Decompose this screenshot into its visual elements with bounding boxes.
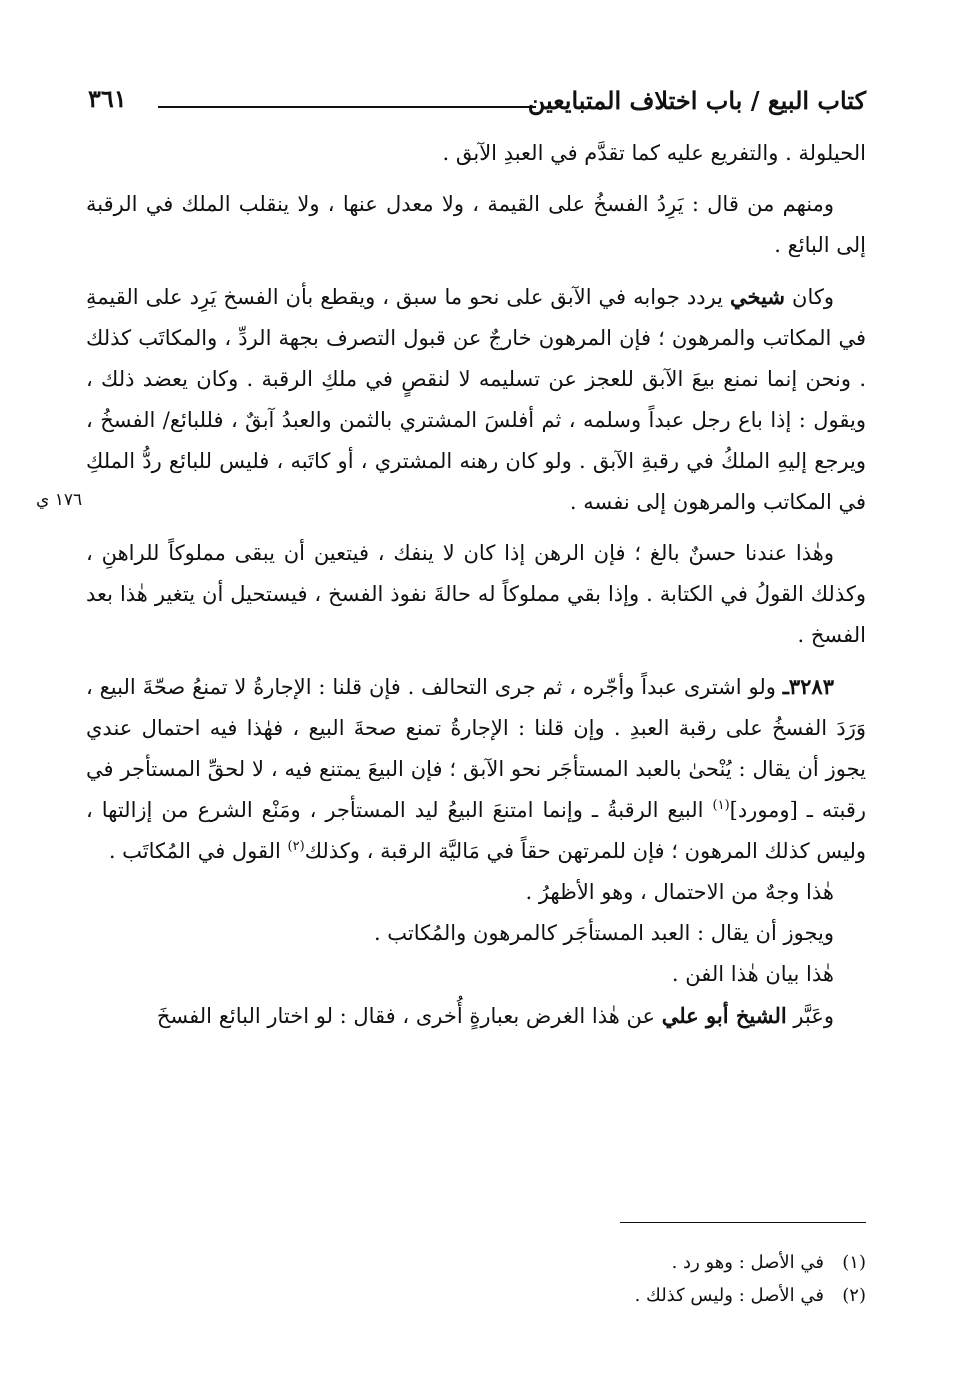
footnote-1 [86,1246,866,1279]
main-text [86,133,866,1037]
footnote-2-text: في الأصل : وليس كذلك . [634,1285,824,1306]
footnote-ref-1: (١) [712,798,730,813]
paragraph-2-rest: يردد جوابه في الآبق على نحو ما سبق ، ويقطع بأن الفسخ يَرِد على القيمةِ في المكاتب والمرهون ؛ فإن المرهون خارجٌ عن قبول التصرف بجهة الردِّ ، والمكاتَب كذلك . ونحن إنما نمنع بيعَ الآبق للعجز عن تسليمه لا لنقصٍ في ملكِ الرقبة . وكان يعضد ذلك ، ويقول : إذا باع رجل عبداً وسلمه ، ثم أفلسَ المشتري بالثمن والعبدُ آبقٌ ، فللبائع/ الفسخُ ، ويرجع إليهِ الملكُ في رقبةِ الآبق . ولو كان رهنه المشتري ، أو كاتَبه ، فليس للبائع ردُّ الملكِ في المكاتب والمرهون إلى نفسه . [86,285,866,514]
paragraph-0: الحيلولة . والتفريع عليه كما تقدَّم في العبدِ الآبق . [442,141,866,165]
footnote-2-number: (٢) [842,1285,866,1306]
paragraph-1: ومنهم من قال : يَرِدُ الفسخُ على القيمة ، ولا معدل عنها ، ولا ينقلب الملك في الرقبة إلى البائع . [86,192,866,257]
scholar-name-abu-ali: الشيخ أبو علي [661,1003,787,1028]
paragraph-2 [86,276,866,523]
margin-folio-note: ١٧٦ ي [36,490,83,510]
page-number: ٣٦١ [88,84,127,113]
paragraph-3: وهٰذا عندنا حسنٌ بالغ ؛ فإن الرهن إذا كان لا ينفك ، فيتعين أن يبقى مملوكاً للراهنِ ، وكذلك القولُ في الكتابة . وإذا بقي مملوكاً له حالةَ نفوذ الفسخ ، فيستحيل أن يتغير هٰذا بعد الفسخ . [86,541,866,647]
header-title: كتاب البيع / باب اختلاف المتبايعين [527,86,866,115]
paragraph-4-part-a: ولو اشترى عبداً وأجّره ، ثم جرى التحالف . فإن قلنا : الإجارةُ لا تمنعُ صحّةَ البيع ، وَرَدَ الفسخُ على رقبة العبدِ . وإن قلنا : الإجارةُ تمنع صحةَ البيع ، فهٰذا فيه احتمال عندي يجوز أن يقال : يُنْحىٰ بالعبد المستأجَر نحو الآبق ؛ فإن البيعَ يمتنع فيه ، لا لحقِّ المستأجر في رقبته ـ [ومورد] [86,675,867,822]
paragraph-4-part-b: البيع الرقبةُ ـ وإنما امتنعَ البيعُ ليد المستأجر ، ومَنْع الشرع من إزالتها ، وليس كذلك المرهون ؛ فإن للمرتهن حقاً في مَاليَّة الرقبة ، وكذلك [86,798,866,863]
paragraph-2-start: وكان [785,285,834,309]
footnote-1-text: في الأصل : وهو رد . [671,1252,824,1273]
running-header [88,82,866,122]
paragraph-8-start: وعَبَّر [786,1004,834,1028]
paragraph-6: ويجوز أن يقال : العبد المستأجَر كالمرهون والمُكاتب . [373,921,834,945]
paragraph-8-rest: عن هٰذا الغرض بعبارةٍ أُخرى ، فقال : لو اختار البائع الفسخَ [156,1004,662,1028]
footnote-separator [620,1222,866,1223]
footnote-1-number: (١) [842,1252,866,1273]
header-rule [158,106,536,108]
footnote-2 [86,1279,866,1312]
paragraph-7: هٰذا بيان هٰذا الفن . [671,962,834,986]
paragraph-5: هٰذا وجهٌ من الاحتمال ، وهو الأظهرُ . [525,880,834,904]
footnote-ref-2: (٢) [287,839,305,854]
paragraph-4 [86,666,866,872]
scholar-name-shaykhi: شيخي [730,284,786,309]
section-number: ٣٢٨٣ـ [782,674,834,699]
paragraph-4-part-c: القول في المُكاتَب . [108,839,288,863]
footnotes [86,1246,866,1312]
paragraph-8 [86,995,866,1037]
